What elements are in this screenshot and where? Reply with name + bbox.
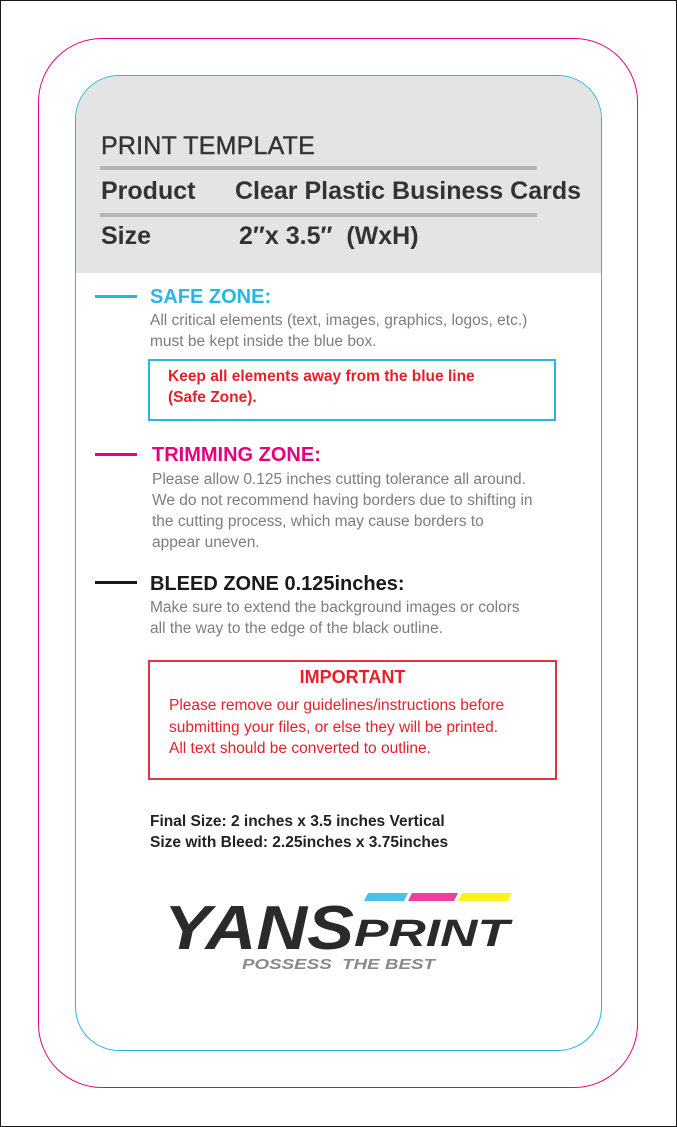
important-title: IMPORTANT bbox=[299, 667, 406, 687]
safe-zone-warning-box bbox=[148, 359, 556, 421]
safe-zone-line-swatch bbox=[95, 295, 137, 298]
logo-yellow-strip bbox=[458, 893, 512, 901]
bleed-zone-heading: BLEED ZONE 0.125inches: bbox=[150, 573, 405, 595]
bleed-zone-line-swatch bbox=[95, 581, 137, 584]
bleed-zone-text: Make sure to extend the background images or colors all the way to the edge of the black outline. bbox=[150, 599, 520, 637]
safe-zone-text: All critical elements (text, images, graphics, logos, etc.) must be kept inside the blue box. bbox=[150, 312, 528, 350]
safe-zone-heading: SAFE ZONE: bbox=[150, 286, 272, 308]
template-title: PRINT TEMPLATE bbox=[101, 132, 315, 160]
important-text: Please remove our guidelines/instructions before submitting your files, or else they will be printed. All text should be converted to outline. bbox=[169, 697, 505, 757]
logo-brand-suffix: PRINT bbox=[354, 913, 513, 955]
safe-zone-warning-text: Keep all elements away from the blue line (Safe Zone). bbox=[168, 368, 475, 406]
header-divider bbox=[100, 213, 537, 217]
important-notice-box bbox=[148, 660, 557, 780]
logo-tagline: POSSESS THE BEST bbox=[242, 956, 438, 973]
yansprint-logo bbox=[162, 890, 514, 975]
logo-cyan-strip bbox=[364, 893, 408, 901]
header-divider bbox=[100, 166, 537, 170]
product-value: Clear Plastic Business Cards bbox=[235, 177, 581, 205]
trimming-zone-line-swatch bbox=[95, 453, 137, 456]
trimming-zone-text: Please allow 0.125 inches cutting tolerance all around. We do not recommend having borders due to shifting in the cutting process, which may cause borders to appear uneven. bbox=[152, 471, 533, 551]
size-value: 2″x 3.5″ (WxH) bbox=[239, 222, 419, 250]
logo-magenta-strip bbox=[408, 893, 458, 901]
header-panel bbox=[76, 76, 601, 273]
logo-brand-text: YANS bbox=[164, 894, 354, 963]
final-size-text: Final Size: 2 inches x 3.5 inches Vertical Size with Bleed: 2.25inches x 3.75inches bbox=[150, 813, 449, 851]
product-label: Product bbox=[101, 177, 196, 205]
trimming-zone-heading: TRIMMING ZONE: bbox=[152, 444, 321, 466]
size-label: Size bbox=[101, 222, 152, 250]
